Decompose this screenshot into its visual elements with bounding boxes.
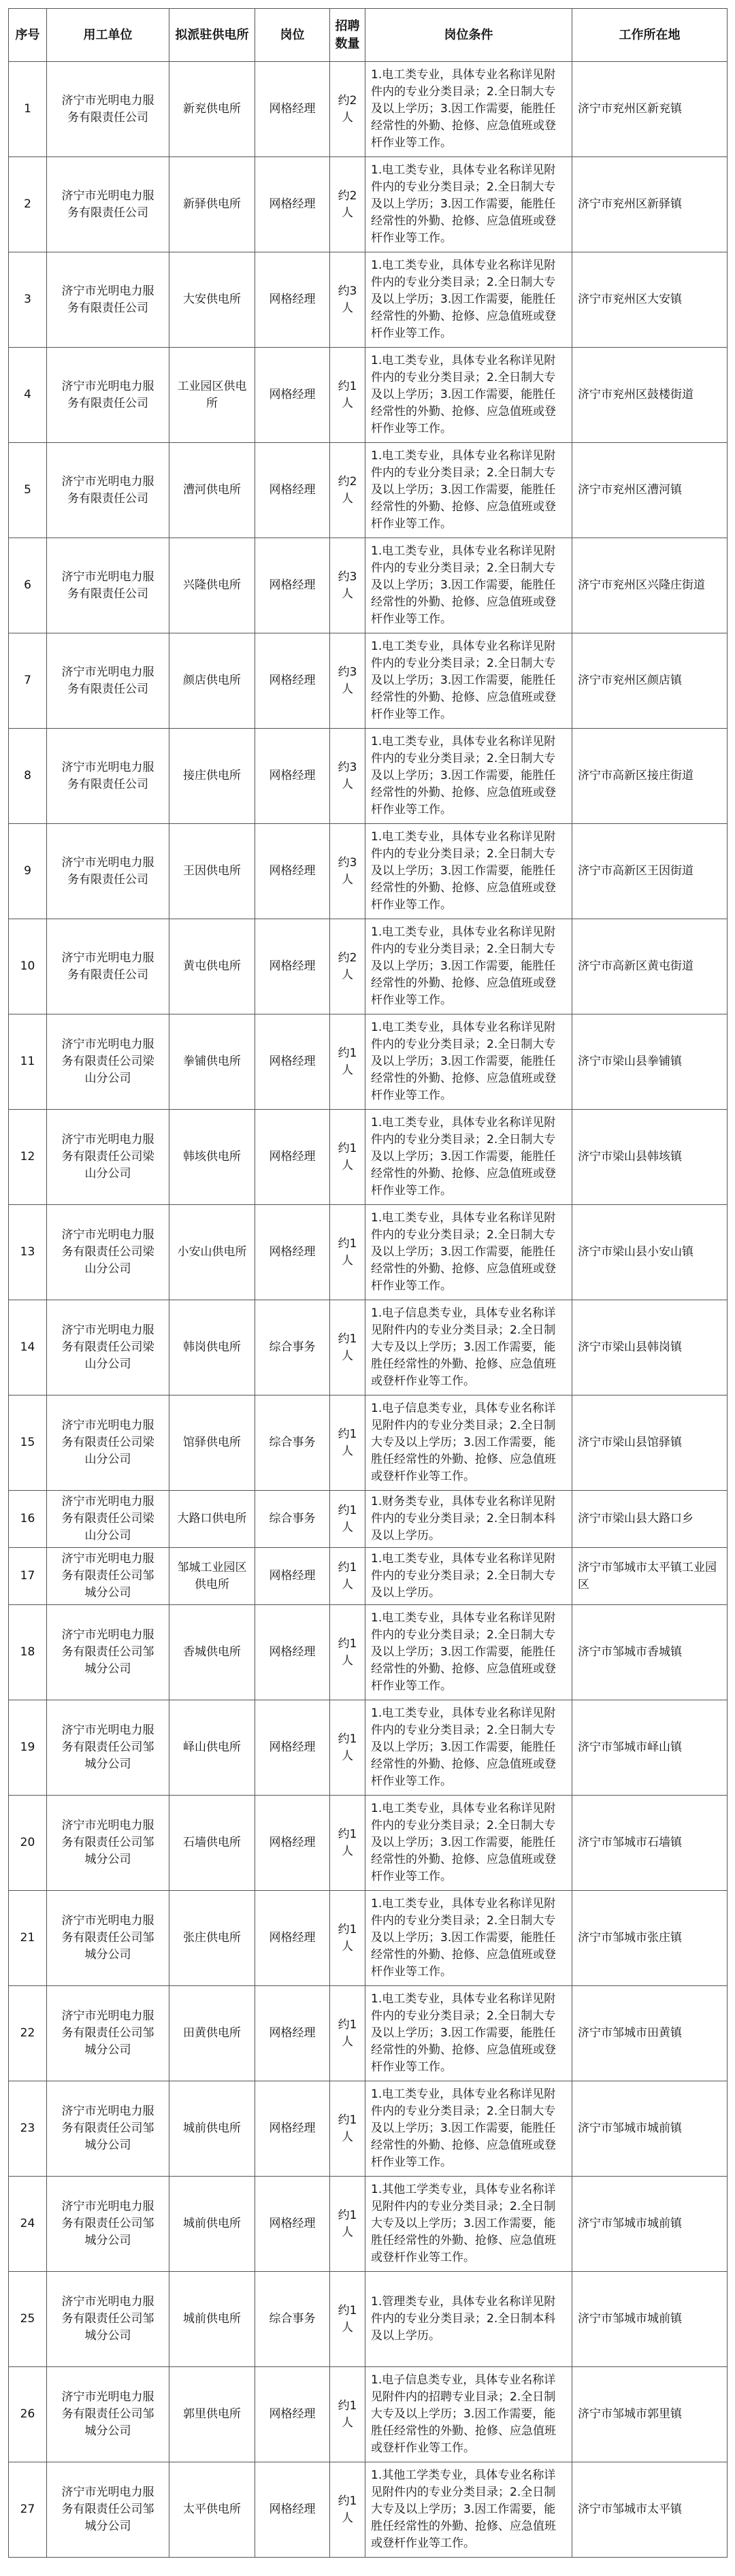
cell-position: 综合事务 — [255, 1396, 330, 1491]
cell-count: 约1人 — [330, 1396, 365, 1491]
cell-position: 网格经理 — [255, 1205, 330, 1300]
cell-condition: 1.电工类专业，具体专业名称详见附件内的专业分类目录；2.全日制大专及以上学历；3.因工作需要，能胜任经常性的外勤、抢修、应急值班或登杆作业等工作。 — [365, 729, 572, 824]
cell-location: 济宁市邹城市太平镇工业园区 — [572, 1548, 728, 1605]
table-row — [9, 1014, 728, 1110]
cell-unit: 济宁市光明电力服务有限责任公司邹城分公司 — [47, 1986, 169, 2081]
header-count: 招聘数量 — [330, 9, 365, 62]
cell-condition: 1.电工类专业，具体专业名称详见附件内的专业分类目录；2.全日制大专及以上学历；3.因工作需要，能胜任经常性的外勤、抢修、应急值班或登杆作业等工作。 — [365, 1205, 572, 1300]
cell-location: 济宁市兖州区新驿镇 — [572, 157, 728, 252]
table-row — [9, 919, 728, 1014]
cell-seq: 26 — [9, 2367, 47, 2462]
cell-position: 网格经理 — [255, 252, 330, 348]
cell-count: 约1人 — [330, 1605, 365, 1700]
cell-location: 济宁市邹城市峄山镇 — [572, 1700, 728, 1796]
recruitment-table — [8, 8, 728, 2558]
cell-position: 网格经理 — [255, 1014, 330, 1110]
cell-seq: 4 — [9, 348, 47, 443]
table-header-row — [9, 9, 728, 62]
cell-position: 网格经理 — [255, 443, 330, 538]
cell-office: 兴隆供电所 — [169, 538, 255, 633]
table-row — [9, 2272, 728, 2367]
cell-seq: 16 — [9, 1491, 47, 1548]
cell-unit: 济宁市光明电力服务有限责任公司邹城分公司 — [47, 2367, 169, 2462]
cell-seq: 7 — [9, 633, 47, 729]
cell-position: 网格经理 — [255, 1548, 330, 1605]
cell-count: 约3人 — [330, 633, 365, 729]
header-condition: 岗位条件 — [365, 9, 572, 62]
cell-location: 济宁市梁山县小安山镇 — [572, 1205, 728, 1300]
cell-location: 济宁市邹城市城前镇 — [572, 2177, 728, 2272]
cell-office: 太平供电所 — [169, 2462, 255, 2558]
cell-location: 济宁市兖州区鼓楼街道 — [572, 348, 728, 443]
table-row — [9, 1300, 728, 1396]
cell-office: 城前供电所 — [169, 2177, 255, 2272]
cell-seq: 19 — [9, 1700, 47, 1796]
cell-position: 网格经理 — [255, 1796, 330, 1891]
cell-position: 综合事务 — [255, 1300, 330, 1396]
cell-condition: 1.电工类专业，具体专业名称详见附件内的专业分类目录；2.全日制大专及以上学历。 — [365, 1548, 572, 1605]
cell-count: 约1人 — [330, 1796, 365, 1891]
cell-count: 约1人 — [330, 348, 365, 443]
table-row — [9, 62, 728, 157]
cell-count: 约1人 — [330, 1548, 365, 1605]
cell-seq: 2 — [9, 157, 47, 252]
cell-location: 济宁市高新区黄屯街道 — [572, 919, 728, 1014]
cell-count: 约1人 — [330, 1891, 365, 1986]
cell-condition: 1.财务类专业，具体专业名称详见附件内的专业分类目录；2.全日制本科及以上学历。 — [365, 1491, 572, 1548]
cell-office: 新兖供电所 — [169, 62, 255, 157]
cell-condition: 1.电工类专业，具体专业名称详见附件内的专业分类目录；2.全日制大专及以上学历；3.因工作需要，能胜任经常性的外勤、抢修、应急值班或登杆作业等工作。 — [365, 348, 572, 443]
cell-count: 约2人 — [330, 157, 365, 252]
cell-count: 约1人 — [330, 1491, 365, 1548]
cell-location: 济宁市梁山县韩垓镇 — [572, 1110, 728, 1205]
table-row — [9, 1205, 728, 1300]
cell-unit: 济宁市光明电力服务有限责任公司 — [47, 252, 169, 348]
cell-office: 石墙供电所 — [169, 1796, 255, 1891]
cell-office: 新驿供电所 — [169, 157, 255, 252]
cell-location: 济宁市兖州区颜店镇 — [572, 633, 728, 729]
cell-count: 约1人 — [330, 1014, 365, 1110]
cell-position: 网格经理 — [255, 2177, 330, 2272]
cell-office: 郭里供电所 — [169, 2367, 255, 2462]
cell-count: 约2人 — [330, 62, 365, 157]
cell-seq: 18 — [9, 1605, 47, 1700]
cell-location: 济宁市梁山县拳铺镇 — [572, 1014, 728, 1110]
cell-position: 网格经理 — [255, 1891, 330, 1986]
table-row — [9, 1986, 728, 2081]
cell-condition: 1.电工类专业，具体专业名称详见附件内的专业分类目录；2.全日制大专及以上学历；3.因工作需要，能胜任经常性的外勤、抢修、应急值班或登杆作业等工作。 — [365, 1891, 572, 1986]
cell-office: 拳铺供电所 — [169, 1014, 255, 1110]
cell-position: 网格经理 — [255, 2367, 330, 2462]
cell-office: 工业园区供电所 — [169, 348, 255, 443]
cell-condition: 1.电工类专业，具体专业名称详见附件内的专业分类目录；2.全日制大专及以上学历；3.因工作需要，能胜任经常性的外勤、抢修、应急值班或登杆作业等工作。 — [365, 633, 572, 729]
cell-count: 约1人 — [330, 1300, 365, 1396]
cell-location: 济宁市邹城市城前镇 — [572, 2272, 728, 2367]
cell-count: 约1人 — [330, 1110, 365, 1205]
cell-seq: 24 — [9, 2177, 47, 2272]
recruitment-table-wrapper — [8, 8, 727, 2558]
cell-location: 济宁市兖州区漕河镇 — [572, 443, 728, 538]
cell-location: 济宁市兖州区兴隆庄街道 — [572, 538, 728, 633]
cell-position: 网格经理 — [255, 729, 330, 824]
cell-location: 济宁市兖州区大安镇 — [572, 252, 728, 348]
cell-count: 约2人 — [330, 443, 365, 538]
cell-location: 济宁市邹城市张庄镇 — [572, 1891, 728, 1986]
cell-location: 济宁市高新区接庄街道 — [572, 729, 728, 824]
cell-unit: 济宁市光明电力服务有限责任公司 — [47, 157, 169, 252]
table-row — [9, 2367, 728, 2462]
cell-office: 邹城工业园区供电所 — [169, 1548, 255, 1605]
table-row — [9, 1491, 728, 1548]
cell-condition: 1.电工类专业，具体专业名称详见附件内的专业分类目录；2.全日制大专及以上学历；3.因工作需要，能胜任经常性的外勤、抢修、应急值班或登杆作业等工作。 — [365, 1605, 572, 1700]
cell-count: 约1人 — [330, 2367, 365, 2462]
cell-office: 漕河供电所 — [169, 443, 255, 538]
table-body — [9, 62, 728, 2558]
cell-position: 网格经理 — [255, 1605, 330, 1700]
table-row — [9, 1796, 728, 1891]
table-row — [9, 633, 728, 729]
table-row — [9, 2177, 728, 2272]
cell-unit: 济宁市光明电力服务有限责任公司邹城分公司 — [47, 1700, 169, 1796]
table-row — [9, 1110, 728, 1205]
cell-seq: 27 — [9, 2462, 47, 2558]
cell-office: 香城供电所 — [169, 1605, 255, 1700]
cell-seq: 23 — [9, 2081, 47, 2177]
cell-count: 约1人 — [330, 2177, 365, 2272]
cell-position: 网格经理 — [255, 633, 330, 729]
cell-position: 网格经理 — [255, 1700, 330, 1796]
cell-office: 张庄供电所 — [169, 1891, 255, 1986]
table-row — [9, 1548, 728, 1605]
cell-condition: 1.电工类专业，具体专业名称详见附件内的专业分类目录；2.全日制大专及以上学历；3.因工作需要，能胜任经常性的外勤、抢修、应急值班或登杆作业等工作。 — [365, 443, 572, 538]
cell-office: 颜店供电所 — [169, 633, 255, 729]
header-office: 拟派驻供电所 — [169, 9, 255, 62]
cell-condition: 1.其他工学类专业，具体专业名称详见附件内的专业分类目录；2.全日制大专及以上学历；3.因工作需要，能胜任经常性的外勤、抢修、应急值班或登杆作业等工作。 — [365, 2462, 572, 2558]
cell-seq: 20 — [9, 1796, 47, 1891]
cell-position: 网格经理 — [255, 2462, 330, 2558]
cell-condition: 1.电子信息类专业，具体专业名称详见附件内的专业分类目录；2.全日制大专及以上学历；3.因工作需要，能胜任经常性的外勤、抢修、应急值班或登杆作业等工作。 — [365, 1300, 572, 1396]
cell-unit: 济宁市光明电力服务有限责任公司邹城分公司 — [47, 1891, 169, 1986]
table-row — [9, 2462, 728, 2558]
cell-unit: 济宁市光明电力服务有限责任公司 — [47, 824, 169, 919]
cell-unit: 济宁市光明电力服务有限责任公司邹城分公司 — [47, 2177, 169, 2272]
header-unit: 用工单位 — [47, 9, 169, 62]
cell-unit: 济宁市光明电力服务有限责任公司邹城分公司 — [47, 2272, 169, 2367]
cell-unit: 济宁市光明电力服务有限责任公司 — [47, 348, 169, 443]
cell-seq: 1 — [9, 62, 47, 157]
cell-seq: 14 — [9, 1300, 47, 1396]
cell-condition: 1.电工类专业，具体专业名称详见附件内的专业分类目录；2.全日制大专及以上学历；3.因工作需要，能胜任经常性的外勤、抢修、应急值班或登杆作业等工作。 — [365, 62, 572, 157]
cell-count: 约1人 — [330, 1986, 365, 2081]
cell-office: 王因供电所 — [169, 824, 255, 919]
table-row — [9, 348, 728, 443]
cell-office: 城前供电所 — [169, 2081, 255, 2177]
cell-unit: 济宁市光明电力服务有限责任公司梁山分公司 — [47, 1491, 169, 1548]
table-row — [9, 1396, 728, 1491]
cell-condition: 1.电工类专业，具体专业名称详见附件内的专业分类目录；2.全日制大专及以上学历；3.因工作需要，能胜任经常性的外勤、抢修、应急值班或登杆作业等工作。 — [365, 824, 572, 919]
cell-position: 网格经理 — [255, 1986, 330, 2081]
cell-office: 馆驿供电所 — [169, 1396, 255, 1491]
cell-seq: 22 — [9, 1986, 47, 2081]
cell-seq: 9 — [9, 824, 47, 919]
cell-unit: 济宁市光明电力服务有限责任公司邹城分公司 — [47, 2081, 169, 2177]
cell-condition: 1.管理类专业，具体专业名称详见附件内的专业分类目录；2.全日制本科及以上学历。 — [365, 2272, 572, 2367]
cell-unit: 济宁市光明电力服务有限责任公司 — [47, 729, 169, 824]
cell-location: 济宁市梁山县大路口乡 — [572, 1491, 728, 1548]
cell-location: 济宁市高新区王因街道 — [572, 824, 728, 919]
cell-position: 综合事务 — [255, 1491, 330, 1548]
cell-location: 济宁市邹城市郭里镇 — [572, 2367, 728, 2462]
cell-count: 约1人 — [330, 1700, 365, 1796]
cell-position: 网格经理 — [255, 824, 330, 919]
cell-unit: 济宁市光明电力服务有限责任公司梁山分公司 — [47, 1300, 169, 1396]
cell-position: 网格经理 — [255, 2081, 330, 2177]
header-seq: 序号 — [9, 9, 47, 62]
cell-office: 小安山供电所 — [169, 1205, 255, 1300]
cell-office: 城前供电所 — [169, 2272, 255, 2367]
cell-seq: 5 — [9, 443, 47, 538]
cell-count: 约1人 — [330, 2272, 365, 2367]
cell-unit: 济宁市光明电力服务有限责任公司梁山分公司 — [47, 1396, 169, 1491]
cell-position: 网格经理 — [255, 348, 330, 443]
cell-condition: 1.电工类专业，具体专业名称详见附件内的专业分类目录；2.全日制大专及以上学历；3.因工作需要，能胜任经常性的外勤、抢修、应急值班或登杆作业等工作。 — [365, 1014, 572, 1110]
cell-condition: 1.电工类专业，具体专业名称详见附件内的专业分类目录；2.全日制大专及以上学历；3.因工作需要，能胜任经常性的外勤、抢修、应急值班或登杆作业等工作。 — [365, 1796, 572, 1891]
table-row — [9, 824, 728, 919]
cell-position: 网格经理 — [255, 538, 330, 633]
cell-office: 韩垓供电所 — [169, 1110, 255, 1205]
cell-position: 综合事务 — [255, 2272, 330, 2367]
cell-seq: 10 — [9, 919, 47, 1014]
table-row — [9, 538, 728, 633]
cell-condition: 1.电子信息类专业，具体专业名称详见附件内的招聘专业目录；2.全日制大专及以上学历；3.因工作需要，能胜任经常性的外勤、抢修、应急值班或登杆作业等工作。 — [365, 2367, 572, 2462]
cell-unit: 济宁市光明电力服务有限责任公司 — [47, 538, 169, 633]
cell-location: 济宁市邹城市太平镇 — [572, 2462, 728, 2558]
cell-position: 网格经理 — [255, 62, 330, 157]
cell-seq: 25 — [9, 2272, 47, 2367]
header-location: 工作所在地 — [572, 9, 728, 62]
cell-location: 济宁市邹城市石墙镇 — [572, 1796, 728, 1891]
cell-position: 网格经理 — [255, 1110, 330, 1205]
cell-count: 约3人 — [330, 729, 365, 824]
cell-office: 黄屯供电所 — [169, 919, 255, 1014]
cell-office: 峄山供电所 — [169, 1700, 255, 1796]
cell-count: 约1人 — [330, 2462, 365, 2558]
cell-condition: 1.电工类专业，具体专业名称详见附件内的专业分类目录；2.全日制大专及以上学历；3.因工作需要，能胜任经常性的外勤、抢修、应急值班或登杆作业等工作。 — [365, 2081, 572, 2177]
cell-unit: 济宁市光明电力服务有限责任公司邹城分公司 — [47, 1796, 169, 1891]
cell-unit: 济宁市光明电力服务有限责任公司邹城分公司 — [47, 1605, 169, 1700]
cell-office: 接庄供电所 — [169, 729, 255, 824]
cell-seq: 3 — [9, 252, 47, 348]
cell-office: 韩岗供电所 — [169, 1300, 255, 1396]
cell-position: 网格经理 — [255, 157, 330, 252]
cell-condition: 1.其他工学类专业，具体专业名称详见附件内的专业分类目录；2.全日制大专及以上学历；3.因工作需要，能胜任经常性的外勤、抢修、应急值班或登杆作业等工作。 — [365, 2177, 572, 2272]
cell-condition: 1.电工类专业，具体专业名称详见附件内的专业分类目录；2.全日制大专及以上学历；3.因工作需要，能胜任经常性的外勤、抢修、应急值班或登杆作业等工作。 — [365, 1110, 572, 1205]
cell-count: 约1人 — [330, 1205, 365, 1300]
cell-location: 济宁市邹城市城前镇 — [572, 2081, 728, 2177]
cell-position: 网格经理 — [255, 919, 330, 1014]
cell-seq: 21 — [9, 1891, 47, 1986]
cell-office: 田黄供电所 — [169, 1986, 255, 2081]
cell-condition: 1.电工类专业，具体专业名称详见附件内的专业分类目录；2.全日制大专及以上学历；3.因工作需要，能胜任经常性的外勤、抢修、应急值班或登杆作业等工作。 — [365, 1700, 572, 1796]
table-row — [9, 729, 728, 824]
header-position: 岗位 — [255, 9, 330, 62]
cell-office: 大路口供电所 — [169, 1491, 255, 1548]
cell-unit: 济宁市光明电力服务有限责任公司梁山分公司 — [47, 1014, 169, 1110]
cell-unit: 济宁市光明电力服务有限责任公司梁山分公司 — [47, 1110, 169, 1205]
cell-condition: 1.电工类专业，具体专业名称详见附件内的专业分类目录；2.全日制大专及以上学历；3.因工作需要，能胜任经常性的外勤、抢修、应急值班或登杆作业等工作。 — [365, 538, 572, 633]
cell-count: 约1人 — [330, 2081, 365, 2177]
cell-seq: 13 — [9, 1205, 47, 1300]
cell-count: 约3人 — [330, 538, 365, 633]
cell-seq: 8 — [9, 729, 47, 824]
cell-unit: 济宁市光明电力服务有限责任公司 — [47, 919, 169, 1014]
cell-unit: 济宁市光明电力服务有限责任公司 — [47, 443, 169, 538]
cell-condition: 1.电工类专业，具体专业名称详见附件内的专业分类目录；2.全日制大专及以上学历；3.因工作需要，能胜任经常性的外勤、抢修、应急值班或登杆作业等工作。 — [365, 1986, 572, 2081]
cell-condition: 1.电工类专业，具体专业名称详见附件内的专业分类目录；2.全日制大专及以上学历；3.因工作需要，能胜任经常性的外勤、抢修、应急值班或登杆作业等工作。 — [365, 252, 572, 348]
cell-unit: 济宁市光明电力服务有限责任公司 — [47, 633, 169, 729]
table-row — [9, 1700, 728, 1796]
cell-location: 济宁市梁山县馆驿镇 — [572, 1396, 728, 1491]
table-row — [9, 1605, 728, 1700]
cell-condition: 1.电子信息类专业，具体专业名称详见附件内的专业分类目录；2.全日制大专及以上学历；3.因工作需要，能胜任经常性的外勤、抢修、应急值班或登杆作业等工作。 — [365, 1396, 572, 1491]
cell-seq: 15 — [9, 1396, 47, 1491]
table-row — [9, 2081, 728, 2177]
cell-count: 约3人 — [330, 824, 365, 919]
cell-seq: 6 — [9, 538, 47, 633]
cell-unit: 济宁市光明电力服务有限责任公司 — [47, 62, 169, 157]
cell-location: 济宁市邹城市香城镇 — [572, 1605, 728, 1700]
cell-unit: 济宁市光明电力服务有限责任公司邹城分公司 — [47, 2462, 169, 2558]
table-row — [9, 443, 728, 538]
cell-location: 济宁市兖州区新兖镇 — [572, 62, 728, 157]
cell-office: 大安供电所 — [169, 252, 255, 348]
cell-condition: 1.电工类专业，具体专业名称详见附件内的专业分类目录；2.全日制大专及以上学历；3.因工作需要，能胜任经常性的外勤、抢修、应急值班或登杆作业等工作。 — [365, 157, 572, 252]
cell-location: 济宁市梁山县韩岗镇 — [572, 1300, 728, 1396]
cell-seq: 12 — [9, 1110, 47, 1205]
cell-count: 约2人 — [330, 919, 365, 1014]
cell-unit: 济宁市光明电力服务有限责任公司梁山分公司 — [47, 1205, 169, 1300]
table-row — [9, 157, 728, 252]
cell-count: 约3人 — [330, 252, 365, 348]
table-row — [9, 252, 728, 348]
table-row — [9, 1891, 728, 1986]
cell-condition: 1.电工类专业，具体专业名称详见附件内的专业分类目录；2.全日制大专及以上学历；3.因工作需要，能胜任经常性的外勤、抢修、应急值班或登杆作业等工作。 — [365, 919, 572, 1014]
cell-seq: 17 — [9, 1548, 47, 1605]
cell-location: 济宁市邹城市田黄镇 — [572, 1986, 728, 2081]
cell-unit: 济宁市光明电力服务有限责任公司邹城分公司 — [47, 1548, 169, 1605]
cell-seq: 11 — [9, 1014, 47, 1110]
